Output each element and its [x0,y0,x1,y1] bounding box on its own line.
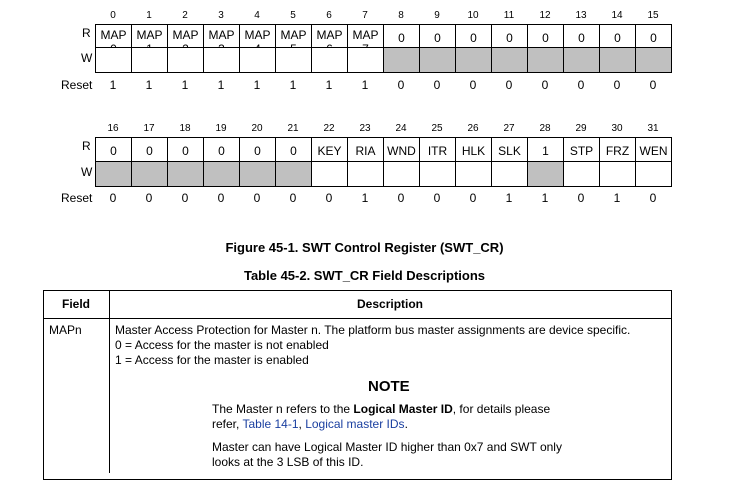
read-field-text: 0 [398,31,405,45]
reset-value: 0 [397,78,405,92]
bit-number: 2 [182,10,188,21]
bit-number: 30 [611,123,623,134]
write-field-cell [599,161,636,187]
read-field-cell [635,24,672,48]
read-field-cell [275,137,312,162]
read-field-cell [491,24,528,48]
read-field-cell [599,24,636,48]
read-field-cell [527,24,564,48]
read-field-text: MAP [208,28,235,42]
read-field-cell [419,137,456,162]
read-field-text: 0 [254,144,261,158]
bit-number: 19 [215,123,227,134]
bit-number: 18 [179,123,191,134]
reset-value: 1 [613,191,621,205]
row-label-reset: Reset [61,78,93,92]
bit-number: 13 [575,10,587,21]
read-field-cell [95,137,132,162]
bit-number: 14 [611,10,623,21]
read-field-text: 0 [542,31,549,45]
read-field-text: 0 [506,31,513,45]
bit-number: 29 [575,123,587,134]
bit-number: 11 [503,10,515,21]
read-field-cell [131,24,168,48]
bit-number: 21 [287,123,299,134]
write-field-cell [131,161,168,187]
table-caption: Table 45-2. SWT_CR Field Descriptions [243,268,486,283]
row-label-reset: Reset [61,191,93,205]
read-field-text: KEY [317,144,342,158]
read-field-text: 0 [218,144,225,158]
note-text: The Master n refers to the [212,402,354,416]
read-field-cell [311,24,348,48]
reset-value: 0 [541,78,549,92]
write-field-cell [455,161,492,187]
read-field-cell [599,137,636,162]
bit-number: 5 [290,10,296,21]
bit-number: 17 [143,123,155,134]
bit-number: 28 [539,123,551,134]
bit-number: 22 [323,123,335,134]
reset-value: 0 [613,78,621,92]
bit-number: 10 [467,10,479,21]
read-field-text: 0 [182,144,189,158]
read-field-cell [167,137,204,162]
write-field-cell [167,161,204,187]
bit-number: 24 [395,123,407,134]
read-field-cell [383,24,420,48]
description-line-1: Master Access Protection for Master n. The platform bus master assignments are device specific. [115,323,631,337]
bit-number: 25 [431,123,443,134]
read-field-text: MAP [244,28,271,42]
note-text: . [404,417,408,431]
write-field-cell [455,47,492,73]
note-paragraph-2-line-1: Master can have Logical Master ID higher than 0x7 and SWT only [212,440,562,454]
write-field-cell [311,47,348,73]
write-field-cell [635,47,672,73]
reset-value: 1 [505,191,513,205]
reset-value: 1 [181,78,189,92]
read-field-cell [491,137,528,162]
write-field-cell [275,47,312,73]
reset-value: 0 [469,191,477,205]
reset-value: 0 [469,78,477,92]
write-field-cell [347,161,384,187]
read-field-text: 0 [290,144,297,158]
bit-number: 3 [218,10,224,21]
bit-number: 12 [539,10,551,21]
read-field-cell [419,24,456,48]
write-field-cell [95,47,132,73]
read-field-cell [563,137,600,162]
reset-value: 0 [577,191,585,205]
reset-value: 1 [289,78,297,92]
bit-number: 16 [107,123,119,134]
read-field-text: STP [569,144,594,158]
link-table-14-1[interactable]: Table 14-1 [242,417,299,431]
read-field-cell [95,24,132,48]
note-text: refer, [212,417,243,431]
read-field-text: 0 [650,31,657,45]
row-label-r: R [82,139,91,153]
reset-value: 0 [181,191,189,205]
write-field-cell [239,161,276,187]
read-field-cell [203,137,240,162]
read-field-text: 0 [578,31,585,45]
reset-value: 1 [217,78,225,92]
read-field-cell [455,24,492,48]
link-logical-master-ids[interactable]: Logical master IDs [305,417,405,431]
bit-number: 20 [251,123,263,134]
table-header-divider [43,318,672,319]
write-field-cell [491,161,528,187]
reset-value: 1 [541,191,549,205]
write-field-cell [275,161,312,187]
write-field-cell [527,47,564,73]
reset-value: 1 [361,78,369,92]
read-field-text: MAP [100,28,127,42]
bit-number: 31 [647,123,659,134]
reset-value: 0 [253,191,261,205]
read-field-cell [275,24,312,48]
read-field-text: MAP [280,28,307,42]
bit-number: 6 [326,10,332,21]
bit-number: 8 [398,10,404,21]
field-name-mapn: MAPn [49,323,82,337]
read-field-text: 0 [146,144,153,158]
read-field-text: MAP [316,28,343,42]
write-field-cell [239,47,276,73]
read-field-text: 0 [614,31,621,45]
note-paragraph-2-line-2: looks at the 3 LSB of this ID. [212,455,364,469]
write-field-cell [527,161,564,187]
reset-value: 0 [289,191,297,205]
write-field-cell [203,47,240,73]
read-field-cell [455,137,492,162]
reset-value: 0 [217,191,225,205]
read-field-cell [347,137,384,162]
read-field-text: RIA [355,144,376,158]
row-label-w: W [81,51,93,65]
read-field-text: WND [387,144,416,158]
note-bold-text: Logical Master ID [353,402,453,416]
reset-value: 0 [145,191,153,205]
description-line-2: 0 = Access for the master is not enabled [115,338,329,352]
write-field-cell [563,161,600,187]
read-field-text: 0 [110,144,117,158]
reset-value: 1 [109,78,117,92]
bit-number: 1 [146,10,152,21]
read-field-text: MAP [352,28,379,42]
reset-value: 0 [649,191,657,205]
read-field-text: ITR [427,144,448,158]
table-header-description: Description [357,297,424,311]
note-paragraph-1-line-1 [212,402,550,417]
write-field-cell [563,47,600,73]
write-field-cell [419,161,456,187]
read-field-text: 1 [542,144,549,158]
write-field-cell [131,47,168,73]
reset-value: 0 [433,78,441,92]
read-field-cell [311,137,348,162]
write-field-cell [383,47,420,73]
reset-value: 1 [253,78,261,92]
table-header-field: Field [62,297,91,311]
read-field-cell [239,24,276,48]
read-field-cell [167,24,204,48]
write-field-cell [599,47,636,73]
read-field-text: 0 [434,31,441,45]
bit-number: 23 [359,123,371,134]
row-label-w: W [81,165,93,179]
reset-value: 1 [145,78,153,92]
bit-number: 27 [503,123,515,134]
read-field-cell [239,137,276,162]
reset-value: 0 [433,191,441,205]
note-text: , for details please [452,402,551,416]
bit-number: 4 [254,10,260,21]
reset-value: 0 [325,191,333,205]
read-field-text: FRZ [605,144,630,158]
bit-number: 0 [110,10,116,21]
note-paragraph-1-line-2 [212,417,408,432]
read-field-cell [383,137,420,162]
bit-number: 26 [467,123,479,134]
read-field-cell [563,24,600,48]
note-title: NOTE [368,378,410,395]
read-field-cell [347,24,384,48]
read-field-text: 0 [470,31,477,45]
bit-number: 15 [647,10,659,21]
read-field-text: SLK [498,144,521,158]
read-field-cell [635,137,672,162]
write-field-cell [311,161,348,187]
reset-value: 1 [361,191,369,205]
bit-number: 9 [434,10,440,21]
read-field-text: WEN [639,144,668,158]
read-field-text: MAP [172,28,199,42]
write-field-cell [203,161,240,187]
read-field-text: MAP [136,28,163,42]
description-line-3: 1 = Access for the master is enabled [115,353,309,367]
write-field-cell [347,47,384,73]
write-field-cell [419,47,456,73]
write-field-cell [383,161,420,187]
reset-value: 0 [577,78,585,92]
row-label-r: R [82,26,91,40]
read-field-text: HLK [461,144,486,158]
read-field-cell [527,137,564,162]
reset-value: 0 [109,191,117,205]
note-text: , [298,417,306,431]
write-field-cell [95,161,132,187]
reset-value: 0 [649,78,657,92]
bit-number: 7 [362,10,368,21]
reset-value: 0 [397,191,405,205]
read-field-cell [131,137,168,162]
write-field-cell [167,47,204,73]
write-field-cell [635,161,672,187]
figure-caption: Figure 45-1. SWT Control Register (SWT_CR) [225,240,504,255]
reset-value: 1 [325,78,333,92]
reset-value: 0 [505,78,513,92]
write-field-cell [491,47,528,73]
read-field-cell [203,24,240,48]
